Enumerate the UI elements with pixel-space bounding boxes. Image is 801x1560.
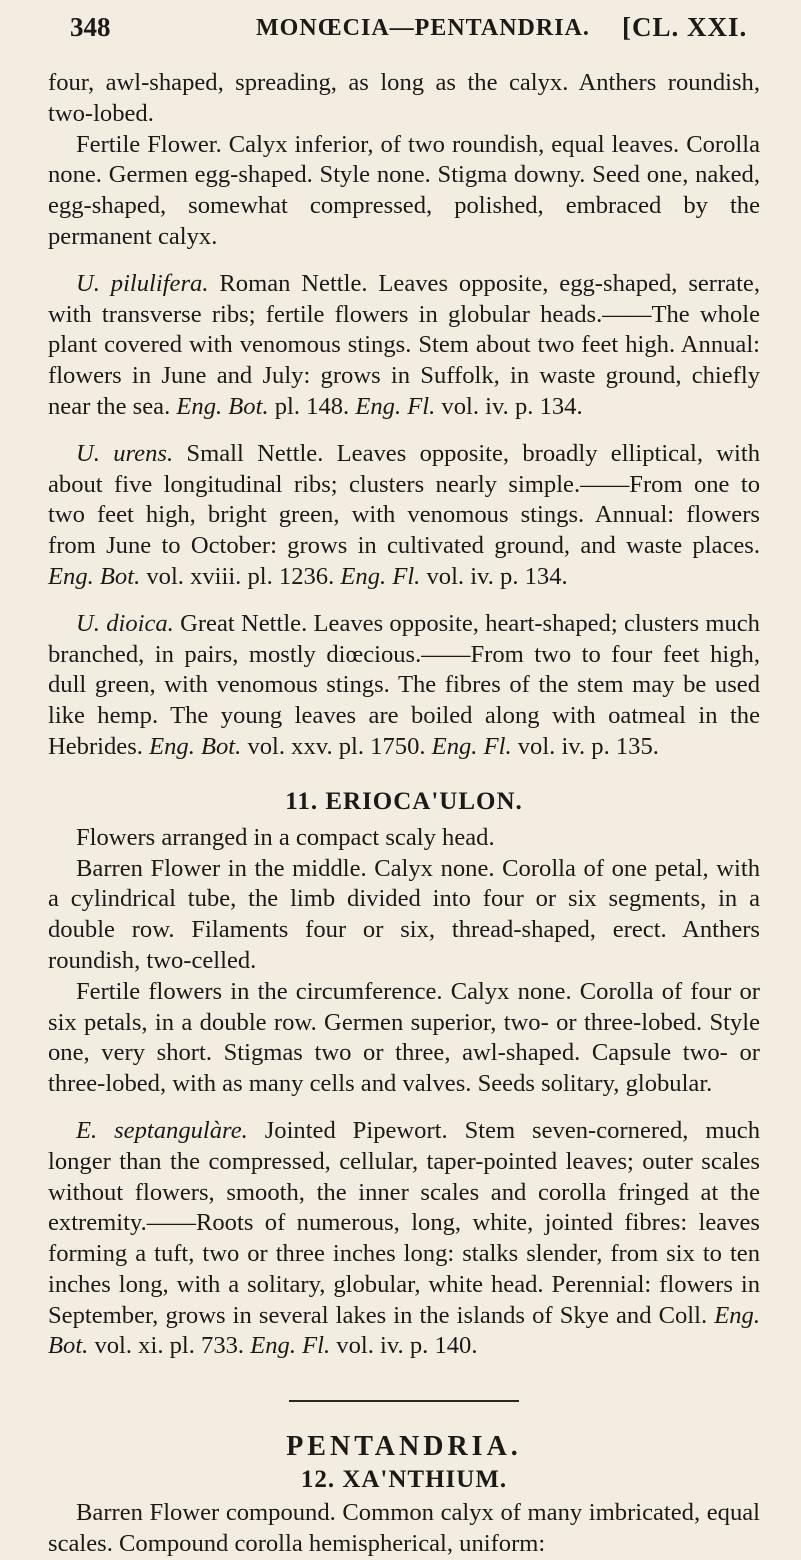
reference-eng-bot-detail: vol. xviii. pl. 1236.	[140, 562, 341, 590]
species-description: Great Nettle. Leaves opposite, heart-shaped; clusters much branched, in pairs, mostly diœcious.——From two to four feet high, dull green, with venomous stings. The fibres of the stem may be used like hemp. The young leaves are boiled along with oatmeal in the Hebrides.	[48, 609, 760, 760]
reference-eng-bot-detail: pl. 148.	[268, 392, 356, 420]
reference-eng-bot: Eng. Bot.	[149, 732, 242, 760]
class-label: [CL. XXI.	[622, 12, 748, 42]
reference-eng-fl: Eng. Fl.	[340, 562, 421, 590]
reference-eng-bot-detail: vol. xi. pl. 733.	[88, 1332, 251, 1360]
reference-eng-bot: Eng. Bot.	[48, 562, 141, 590]
genus-heading-xanthium: 12. XA'NTHIUM.	[300, 1466, 508, 1494]
species-name: E. septangulàre.	[76, 1116, 248, 1144]
class-heading: PENTANDRIA.	[286, 1431, 522, 1463]
page-header	[0, 12, 801, 52]
reference-eng-fl: Eng. Fl.	[355, 392, 436, 420]
paragraph-fertile-flowers: Fertile flowers in the circumference. Calyx none. Corolla of four or six petals, in a double row. Germen superior, two- or three-lobed. Style one, very short. Stigmas two or three, awl-shaped. Capsule two- or three-lobed, with as many cells and valves. Seeds solitary, globular.	[48, 977, 760, 1098]
species-name: U. dioica.	[76, 609, 174, 637]
paragraph-continuation: four, awl-shaped, spreading, as long as the calyx. Anthers roundish, two-lobed.	[48, 69, 760, 127]
running-title: MONŒCIA—PENTANDRIA.	[256, 15, 590, 41]
reference-eng-fl: Eng. Fl.	[431, 732, 512, 760]
paragraph-genus-intro: Flowers arranged in a compact scaly head.	[76, 823, 495, 851]
reference-eng-fl-detail: vol. iv. p. 134.	[435, 392, 583, 420]
paragraph-barren-flower: Barren Flower in the middle. Calyx none. Corolla of one petal, with a cylindrical tube, the limb divided into four or six segments, in a double row. Filaments four or six, thread-shaped, erect. Anthers roundish, two-celled.	[48, 854, 760, 974]
species-entry-septangulare	[48, 1116, 760, 1362]
species-entry-dioica	[48, 609, 760, 763]
species-name: U. urens.	[76, 439, 174, 467]
reference-eng-fl-detail: vol. iv. p. 140.	[330, 1332, 478, 1360]
species-entry-pilulifera	[48, 269, 760, 423]
species-description: Small Nettle. Leaves opposite, broadly elliptical, with about five longitudinal ribs; clusters nearly simple.——From one to two feet high, bright green, with venomous stings. Annual: flowers from June to October: grows in cultivated ground, and waste places.	[48, 439, 760, 560]
page-number: 348	[70, 12, 111, 42]
reference-eng-bot-detail: vol. xxv. pl. 1750.	[241, 732, 432, 760]
species-description: Jointed Pipewort. Stem seven-cornered, much longer than the compressed, cellular, taper-pointed leaves; outer scales without flowers, smooth, the inner scales and corolla fringed at the extremity.——Roots of numerous, long, white, jointed fibres: leaves forming a tuft, two or three inches long: stalks slender, from six to ten inches long, with a solitary, globular, white head. Perennial: flowers in September, grows in several lakes in the islands of Skye and Coll.	[48, 1116, 760, 1329]
reference-eng-fl: Eng. Fl.	[250, 1332, 331, 1360]
species-entry-urens	[48, 439, 760, 593]
section-divider	[289, 1400, 519, 1402]
reference-eng-bot: Eng. Bot.	[48, 1301, 760, 1360]
species-name: U. pilulifera.	[76, 269, 209, 297]
page-body	[48, 68, 760, 1560]
reference-eng-fl-detail: vol. iv. p. 134.	[420, 562, 568, 590]
paragraph-xanthium-barren: Barren Flower compound. Common calyx of many imbricated, equal scales. Compound corolla hemispherical, uniform:	[48, 1499, 760, 1558]
reference-eng-bot: Eng. Bot.	[176, 392, 269, 420]
paragraph-fertile-flower: Fertile Flower. Calyx inferior, of two roundish, equal leaves. Corolla none. Germen egg-shaped. Style none. Stigma downy. Seed one, naked, egg-shaped, somewhat compressed, polished, embraced by the permanent calyx.	[48, 130, 760, 250]
genus-heading-eriocaulon: 11. ERIOCA'ULON.	[285, 787, 523, 815]
reference-eng-fl-detail: vol. iv. p. 135.	[511, 732, 659, 760]
species-description: Roman Nettle. Leaves opposite, egg-shaped, serrate, with transverse ribs; fertile flowers in globular heads.——The whole plant covered with venomous stings. Stem about two feet high. Annual: flowers in June and July: grows in Suffolk, in waste ground, chiefly near the sea.	[48, 269, 760, 420]
